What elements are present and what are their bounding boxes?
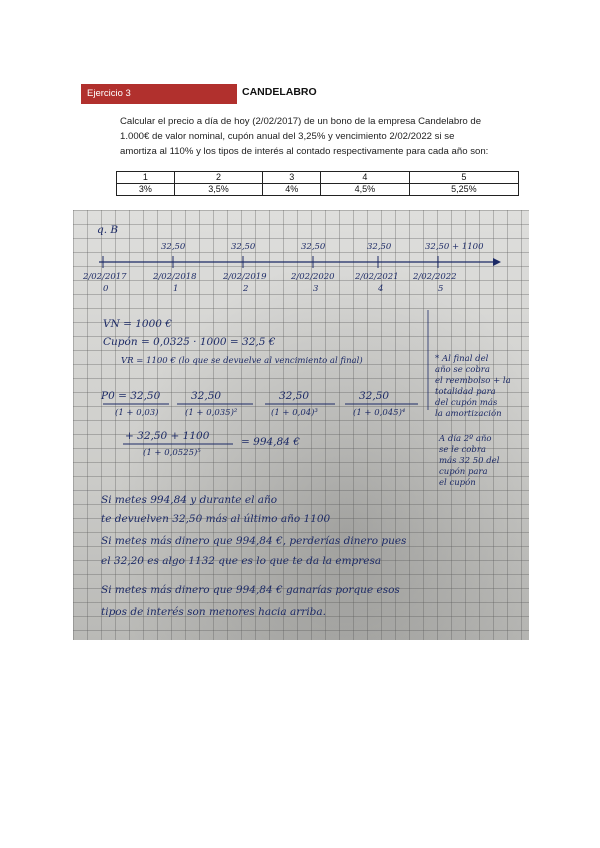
exercise-label: Ejercicio 3 bbox=[81, 84, 237, 104]
hw-date: 2/02/2021 bbox=[355, 272, 399, 282]
hw-note: año se cobra bbox=[435, 365, 490, 375]
hw-cashflow: 32,50 bbox=[161, 242, 186, 252]
hw-cashflow: 32,50 bbox=[367, 242, 392, 252]
hw-conclusion-line: tipos de interés son menores hacia arriba. bbox=[101, 606, 326, 618]
hw-conclusion-line: Si metes más dinero que 994,84 € ganarías porque esos bbox=[101, 584, 400, 596]
hw-note: la amortización bbox=[435, 409, 502, 419]
hw-note: del cupón más bbox=[435, 398, 498, 408]
hw-conclusion-line: el 32,20 es algo 1132 que es lo que te da la empresa bbox=[101, 555, 382, 567]
hw-period: 5 bbox=[438, 284, 444, 294]
hw-period: 2 bbox=[243, 284, 249, 294]
statement-line: 1.000€ de valor nominal, cupón anual del 3,25% y vencimiento 2/02/2022 si se bbox=[120, 131, 455, 142]
statement-line: Calcular el precio a día de hoy (2/02/2017) de un bono de la empresa Candelabro de bbox=[120, 116, 482, 127]
hw-cashflow: 32,50 + 1100 bbox=[425, 242, 484, 252]
hw-p0-result: = 994,84 € bbox=[241, 436, 300, 448]
year-cell: 3 bbox=[263, 172, 321, 184]
interest-rates-table bbox=[116, 171, 519, 196]
hw-note: cupón para bbox=[439, 467, 488, 477]
rate-cell: 4,5% bbox=[321, 184, 410, 196]
hw-p0-numerator: + 32,50 + 1100 bbox=[125, 430, 210, 442]
hw-period: 0 bbox=[103, 284, 109, 294]
year-cell: 4 bbox=[321, 172, 410, 184]
hw-p0-numerator: P0 = 32,50 bbox=[101, 390, 161, 402]
hw-note: el cupón bbox=[439, 478, 476, 488]
hw-heading: q. B bbox=[97, 224, 119, 236]
rate-cell: 3,5% bbox=[174, 184, 263, 196]
hw-note: A día 2º año bbox=[439, 434, 492, 444]
hw-conclusion-line: Si metes más dinero que 994,84 €, perderías dinero pues bbox=[101, 535, 407, 547]
hw-date: 2/02/2018 bbox=[153, 272, 197, 282]
rate-cell: 3% bbox=[117, 184, 175, 196]
hw-conclusion-line: Si metes 994,84 y durante el año bbox=[101, 494, 278, 506]
hw-date: 2/02/2019 bbox=[223, 272, 267, 282]
hw-date: 2/02/2022 bbox=[413, 272, 457, 282]
hw-vn: VN = 1000 € bbox=[103, 318, 172, 330]
hw-cupon: Cupón = 0,0325 · 1000 = 32,5 € bbox=[103, 336, 276, 348]
exercise-statement bbox=[120, 114, 520, 159]
rate-cell: 5,25% bbox=[409, 184, 518, 196]
year-cell: 2 bbox=[174, 172, 263, 184]
hw-date: 2/02/2020 bbox=[291, 272, 335, 282]
hw-period: 3 bbox=[313, 284, 319, 294]
hw-p0-denominator: (1 + 0,035)² bbox=[185, 408, 238, 418]
hw-p0-denominator: (1 + 0,045)⁴ bbox=[353, 408, 406, 418]
hw-note: el reembolso + la bbox=[435, 376, 511, 386]
hw-p0-denominator: (1 + 0,0525)⁵ bbox=[143, 448, 201, 458]
hw-cashflow: 32,50 bbox=[231, 242, 256, 252]
hw-note: totalidad para bbox=[435, 387, 496, 397]
hw-p0-numerator: 32,50 bbox=[359, 390, 390, 402]
year-cell: 1 bbox=[117, 172, 175, 184]
exercise-title: CANDELABRO bbox=[242, 86, 317, 98]
hw-p0-denominator: (1 + 0,04)³ bbox=[271, 408, 318, 418]
hw-period: 4 bbox=[378, 284, 384, 294]
year-cell: 5 bbox=[409, 172, 518, 184]
hw-note: * Al final del bbox=[435, 354, 489, 364]
hw-p0-numerator: 32,50 bbox=[191, 390, 222, 402]
hw-p0-numerator: 32,50 bbox=[279, 390, 310, 402]
hw-vr: VR = 1100 € (lo que se devuelve al vencimiento al final) bbox=[121, 356, 363, 366]
hw-note: más 32 50 del bbox=[439, 456, 500, 466]
handwritten-solution-photo bbox=[73, 210, 529, 640]
table-row-years bbox=[117, 172, 519, 184]
hw-conclusion-line: te devuelven 32,50 más al último año 1100 bbox=[101, 513, 331, 525]
hw-date: 2/02/2017 bbox=[83, 272, 127, 282]
table-row-rates bbox=[117, 184, 519, 196]
rate-cell: 4% bbox=[263, 184, 321, 196]
hw-period: 1 bbox=[173, 284, 179, 294]
statement-line: amortiza al 110% y los tipos de interés al contado respectivamente para cada año son: bbox=[120, 146, 489, 157]
hw-note: se le cobra bbox=[439, 445, 486, 455]
hw-p0-denominator: (1 + 0,03) bbox=[115, 408, 159, 418]
hw-cashflow: 32,50 bbox=[301, 242, 326, 252]
